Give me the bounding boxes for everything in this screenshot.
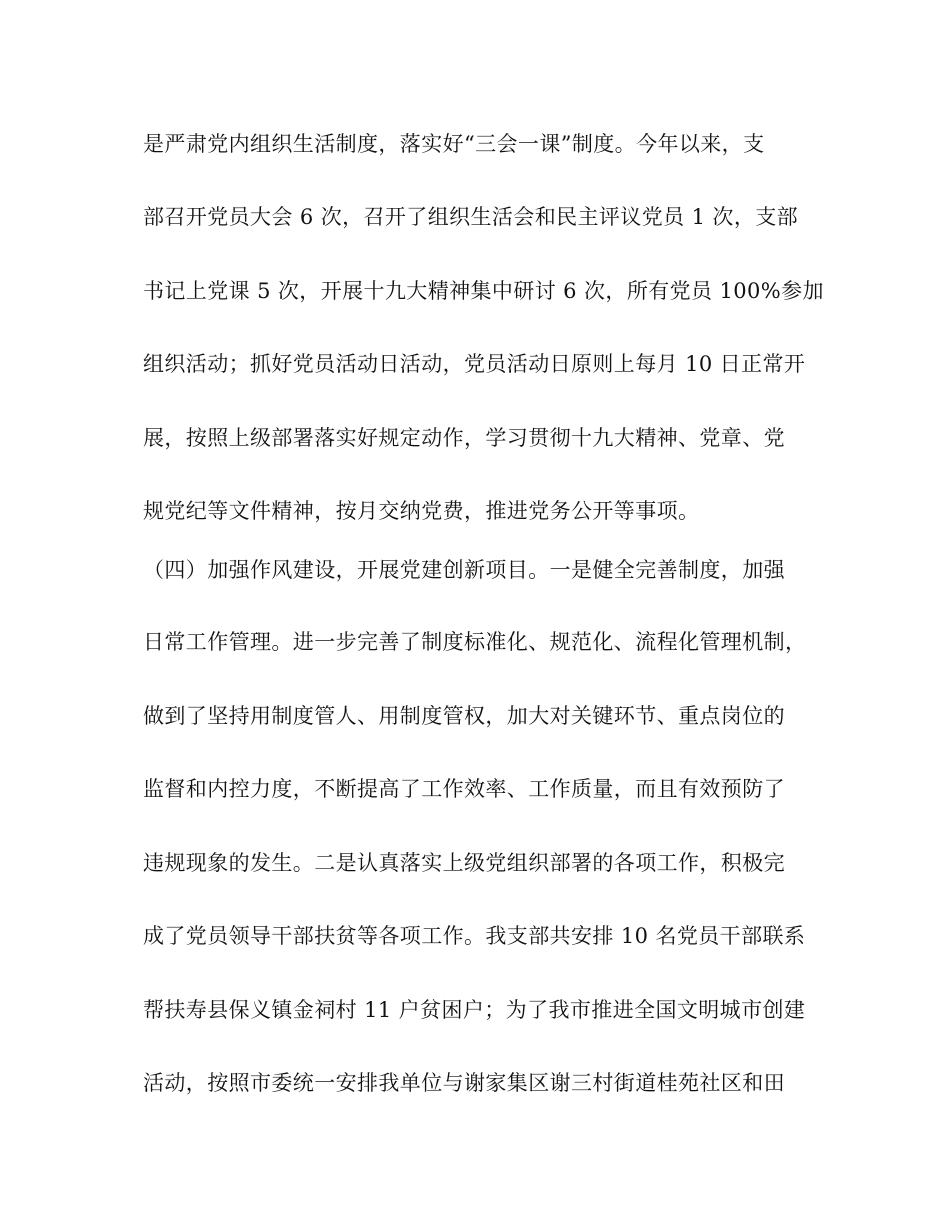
text-line: 规党纪等文件精神，按月交纳党费，推进党务公开等事项。 — [143, 499, 700, 523]
text-line: 帮扶寿县保义镇金祠村 11 户贫困户；为了我市推进全国文明城市创建 — [143, 998, 806, 1022]
text-line: 成了党员领导干部扶贫等各项工作。我支部共安排 10 名党员干部联系 — [143, 924, 806, 948]
text-line: 书记上党课 5 次，开展十九大精神集中研讨 6 次，所有党员 100%参加 — [143, 279, 824, 303]
text-line: 监督和内控力度，不断提高了工作效率、工作质量，而且有效预防了 — [143, 777, 785, 801]
text-line: 活动，按照市委统一安排我单位与谢家集区谢三村街道桂苑社区和田 — [143, 1071, 785, 1095]
text-line: 部召开党员大会 6 次，召开了组织生活会和民主评议党员 1 次，支部 — [143, 205, 799, 229]
text-line: 是严肃党内组织生活制度，落实好“三会一课”制度。今年以来，支 — [143, 132, 765, 156]
text-line: 展，按照上级部署落实好规定动作，学习贯彻十九大精神、党章、党 — [143, 426, 785, 450]
text-line: 违规现象的发生。二是认真落实上级党组织部署的各项工作，积极完 — [143, 851, 785, 875]
section-heading-line: （四）加强作风建设，开展党建创新项目。一是健全完善制度，加强 — [143, 558, 785, 582]
text-line: 做到了坚持用制度管人、用制度管权，加大对关键环节、重点岗位的 — [143, 704, 785, 728]
text-line: 日常工作管理。进一步完善了制度标准化、规范化、流程化管理机制， — [143, 630, 807, 654]
text-line: 组织活动；抓好党员活动日活动，党员活动日原则上每月 10 日正常开 — [143, 352, 806, 376]
